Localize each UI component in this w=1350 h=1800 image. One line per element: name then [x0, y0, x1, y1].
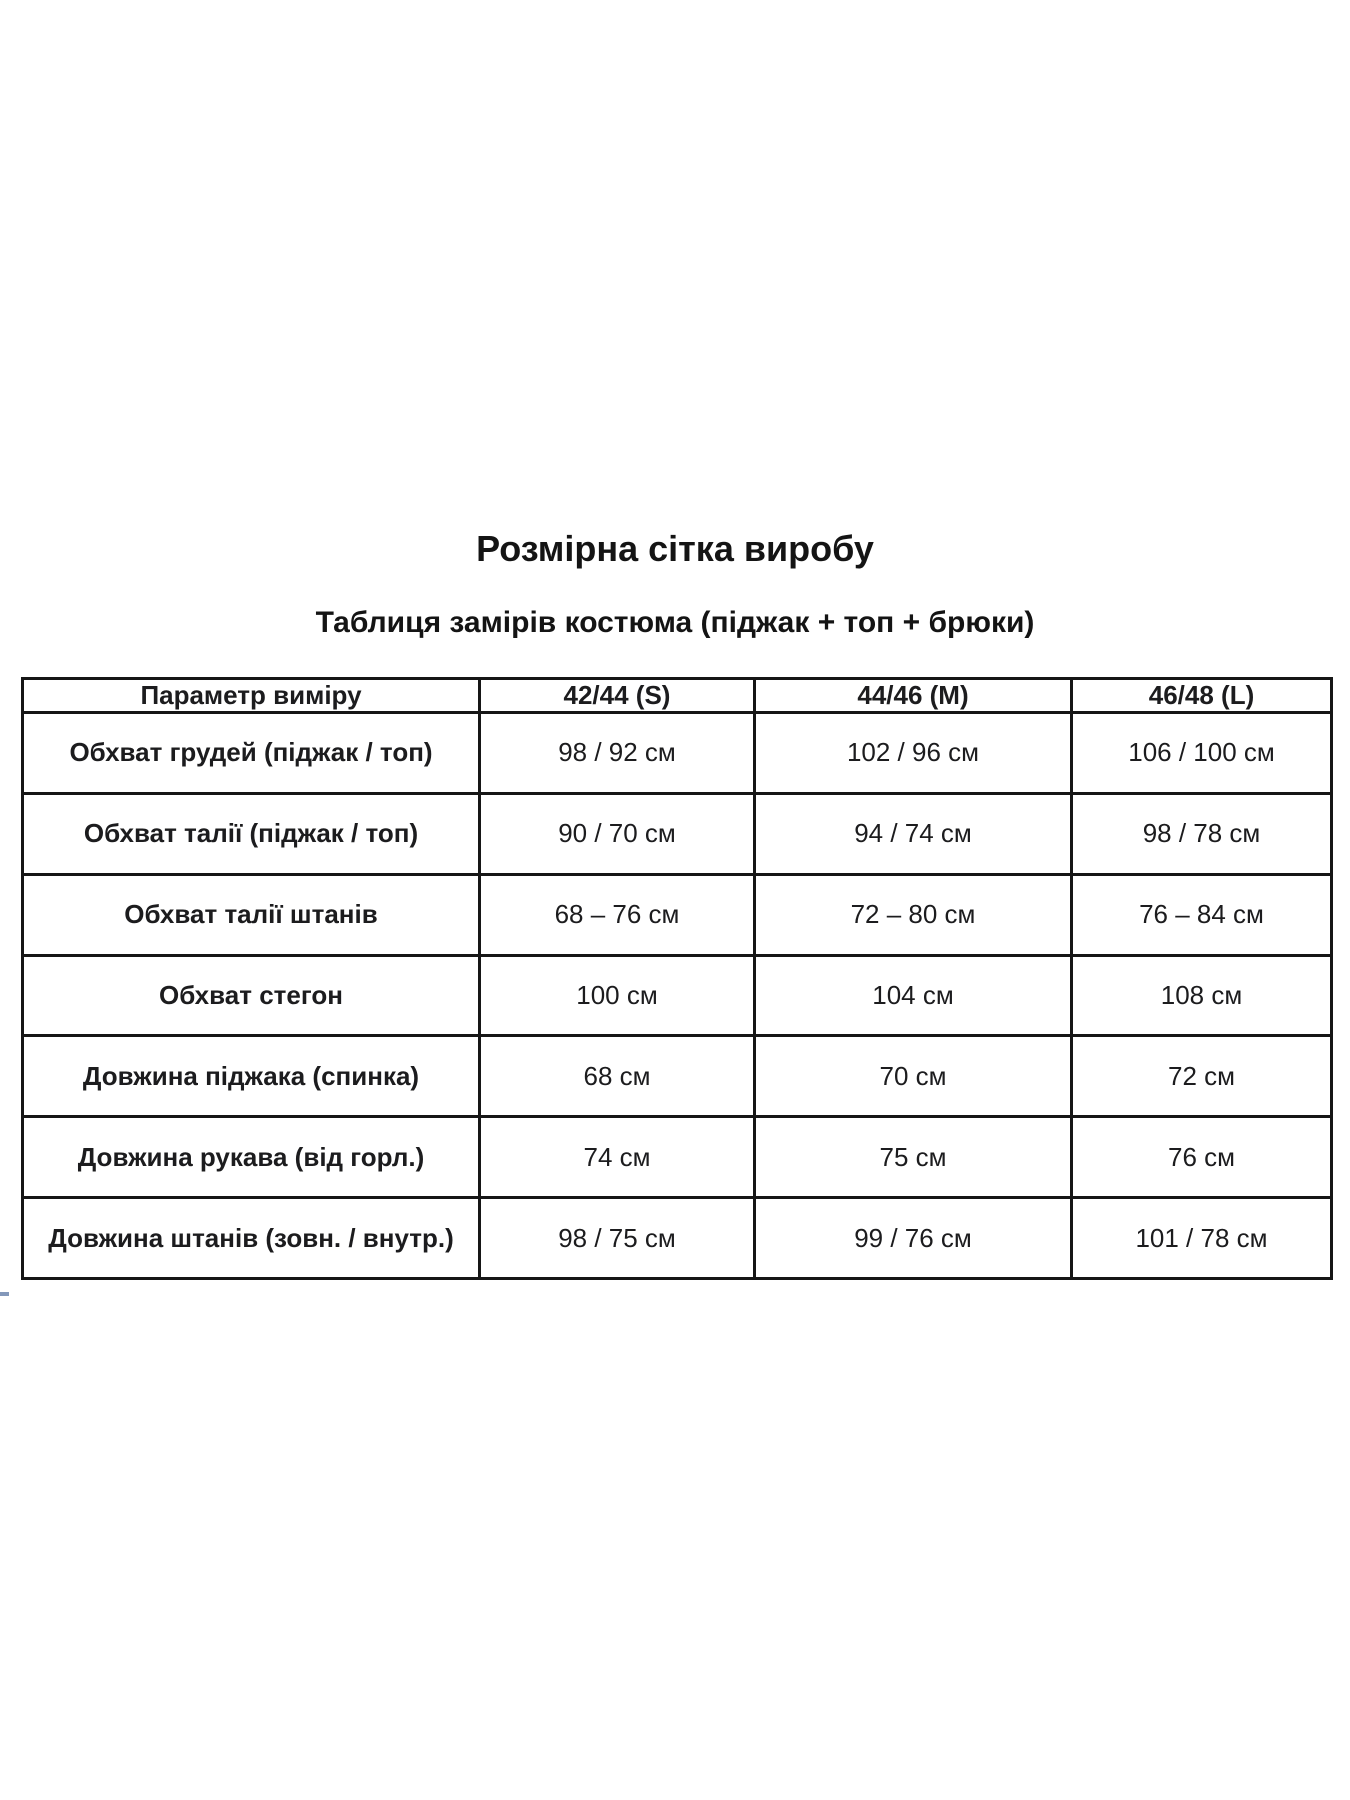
- left-margin-dash-artifact: [0, 1292, 9, 1296]
- cell-size-m: 104 см: [755, 955, 1072, 1036]
- cell-size-l: 76 см: [1072, 1117, 1332, 1198]
- row-waist-girth-pants: [23, 874, 1332, 955]
- row-jacket-length: [23, 1036, 1332, 1117]
- row-chest-girth: [23, 713, 1332, 794]
- row-label: Довжина піджака (спинка): [23, 1036, 480, 1117]
- row-sleeve-length: [23, 1117, 1332, 1198]
- row-waist-girth-jacket-top: [23, 793, 1332, 874]
- cell-size-m: 94 / 74 см: [755, 793, 1072, 874]
- cell-size-l: 98 / 78 см: [1072, 793, 1332, 874]
- column-header-size-s: 42/44 (S): [480, 679, 755, 713]
- table-caption: Таблиця замірів костюма (піджак + топ + брюки): [315, 606, 1035, 639]
- column-header-parameter: Параметр виміру: [23, 679, 480, 713]
- row-label: Довжина штанів (зовн. / внутр.): [23, 1198, 480, 1279]
- row-pants-length: [23, 1198, 1332, 1279]
- row-label: Обхват грудей (піджак / топ): [23, 713, 480, 794]
- cell-size-l: 108 см: [1072, 955, 1332, 1036]
- page-title: Розмірна сітка виробу: [476, 528, 874, 569]
- cell-size-s: 68 – 76 см: [480, 874, 755, 955]
- cell-size-l: 76 – 84 см: [1072, 874, 1332, 955]
- cell-size-s: 98 / 75 см: [480, 1198, 755, 1279]
- row-label: Обхват стегон: [23, 955, 480, 1036]
- cell-size-m: 102 / 96 см: [755, 713, 1072, 794]
- size-table: [21, 677, 1333, 1280]
- table-header-row: [23, 679, 1332, 713]
- row-label: Обхват талії штанів: [23, 874, 480, 955]
- cell-size-m: 70 см: [755, 1036, 1072, 1117]
- cell-size-m: 72 – 80 см: [755, 874, 1072, 955]
- cell-size-s: 98 / 92 см: [480, 713, 755, 794]
- cell-size-m: 99 / 76 см: [755, 1198, 1072, 1279]
- cell-size-s: 68 см: [480, 1036, 755, 1117]
- cell-size-l: 72 см: [1072, 1036, 1332, 1117]
- row-label: Довжина рукава (від горл.): [23, 1117, 480, 1198]
- column-header-size-l: 46/48 (L): [1072, 679, 1332, 713]
- cell-size-s: 74 см: [480, 1117, 755, 1198]
- cell-size-s: 90 / 70 см: [480, 793, 755, 874]
- cell-size-s: 100 см: [480, 955, 755, 1036]
- row-hip-girth: [23, 955, 1332, 1036]
- row-label: Обхват талії (піджак / топ): [23, 793, 480, 874]
- cell-size-l: 101 / 78 см: [1072, 1198, 1332, 1279]
- cell-size-m: 75 см: [755, 1117, 1072, 1198]
- column-header-size-m: 44/46 (M): [755, 679, 1072, 713]
- cell-size-l: 106 / 100 см: [1072, 713, 1332, 794]
